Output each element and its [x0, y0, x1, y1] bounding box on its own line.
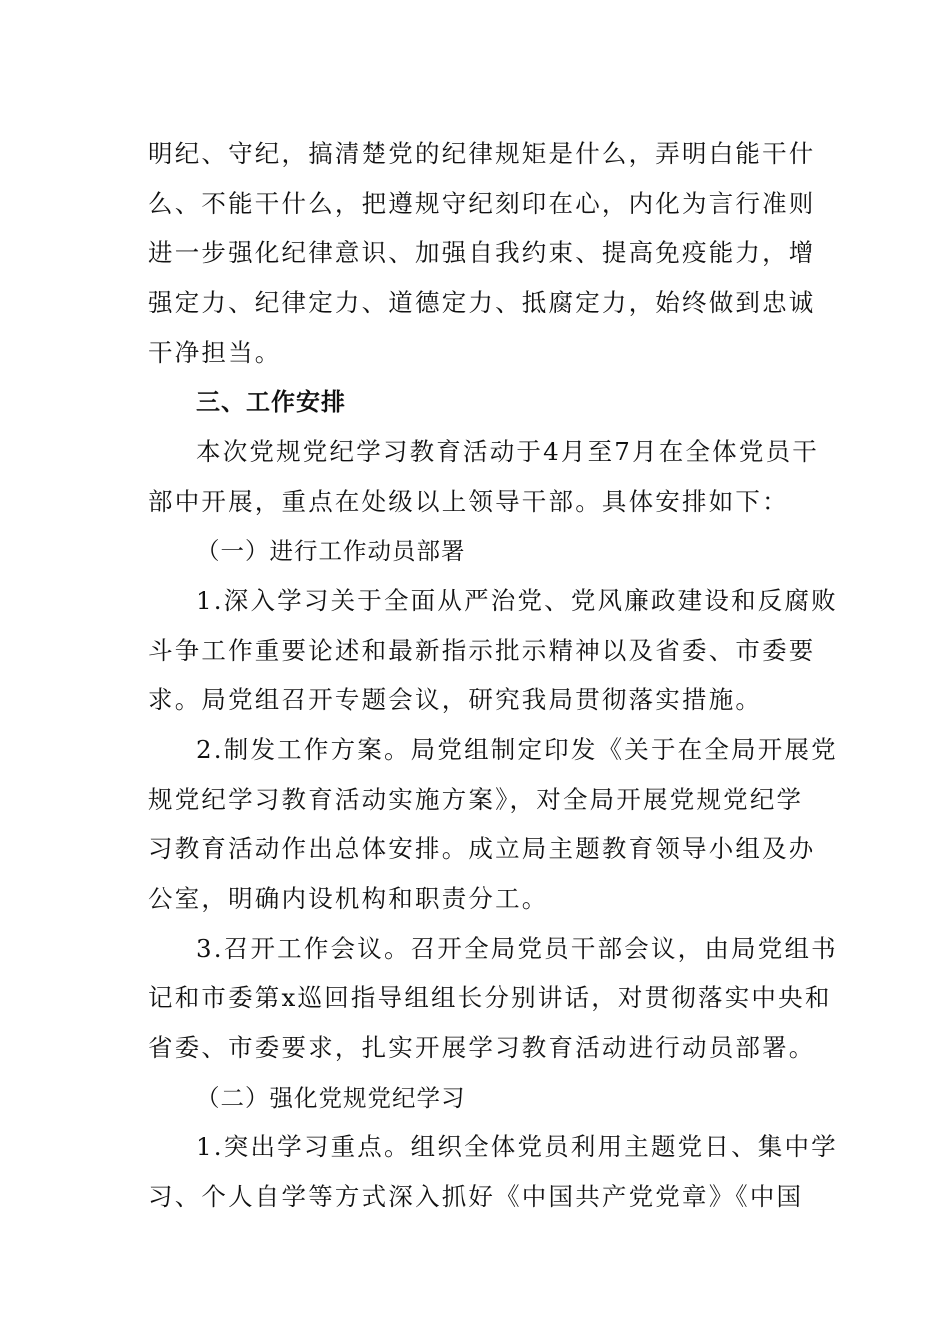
subsection-heading: （二）强化党规党纪学习	[196, 1084, 466, 1112]
paragraph-line: 明纪、守纪，搞清楚党的纪律规矩是什么，弄明白能干什	[148, 139, 816, 168]
paragraph-line: 强定力、纪律定力、道德定力、抵腐定力，始终做到忠诚	[148, 288, 816, 317]
paragraph-line: 规党纪学习教育活动实施方案》，对全局开展党规党纪学	[148, 785, 804, 814]
paragraph-line: 公室，明确内设机构和职责分工。	[148, 884, 549, 913]
paragraph-line: 进一步强化纪律意识、加强自我约束、提高免疫能力，增	[148, 238, 816, 267]
paragraph-line: 习、个人自学等方式深入抓好《中国共产党党章》《中国	[148, 1182, 804, 1211]
paragraph-line: 2.制发工作方案。局党组制定印发《关于在全局开展党	[196, 735, 838, 764]
paragraph-line: 干净担当。	[148, 338, 282, 367]
paragraph-line: 省委、市委要求，扎实开展学习教育活动进行动员部署。	[148, 1033, 816, 1062]
paragraph-line: 1.深入学习关于全面从严治党、党风廉政建设和反腐败	[196, 586, 838, 615]
paragraph-line: 斗争工作重要论述和最新指示批示精神以及省委、市委要	[148, 636, 816, 665]
paragraph-line: 求。局党组召开专题会议，研究我局贯彻落实措施。	[148, 685, 763, 714]
paragraph-line: 记和市委第x巡回指导组组长分别讲话，对贯彻落实中央和	[148, 983, 832, 1012]
paragraph-line: 习教育活动作出总体安排。成立局主题教育领导小组及办	[148, 834, 816, 863]
paragraph-line: 部中开展，重点在处级以上领导干部。具体安排如下：	[148, 487, 789, 516]
paragraph-line: 本次党规党纪学习教育活动于4月至7月在全体党员干	[196, 437, 819, 466]
paragraph-line: 3.召开工作会议。召开全局党员干部会议，由局党组书	[196, 934, 838, 963]
subsection-heading: （一）进行工作动员部署	[196, 537, 466, 565]
paragraph-line: 1.突出学习重点。组织全体党员利用主题党日、集中学	[196, 1132, 838, 1161]
paragraph-line: 么、不能干什么，把遵规守纪刻印在心，内化为言行准则	[148, 189, 816, 218]
section-heading: 三、工作安排	[196, 388, 346, 416]
